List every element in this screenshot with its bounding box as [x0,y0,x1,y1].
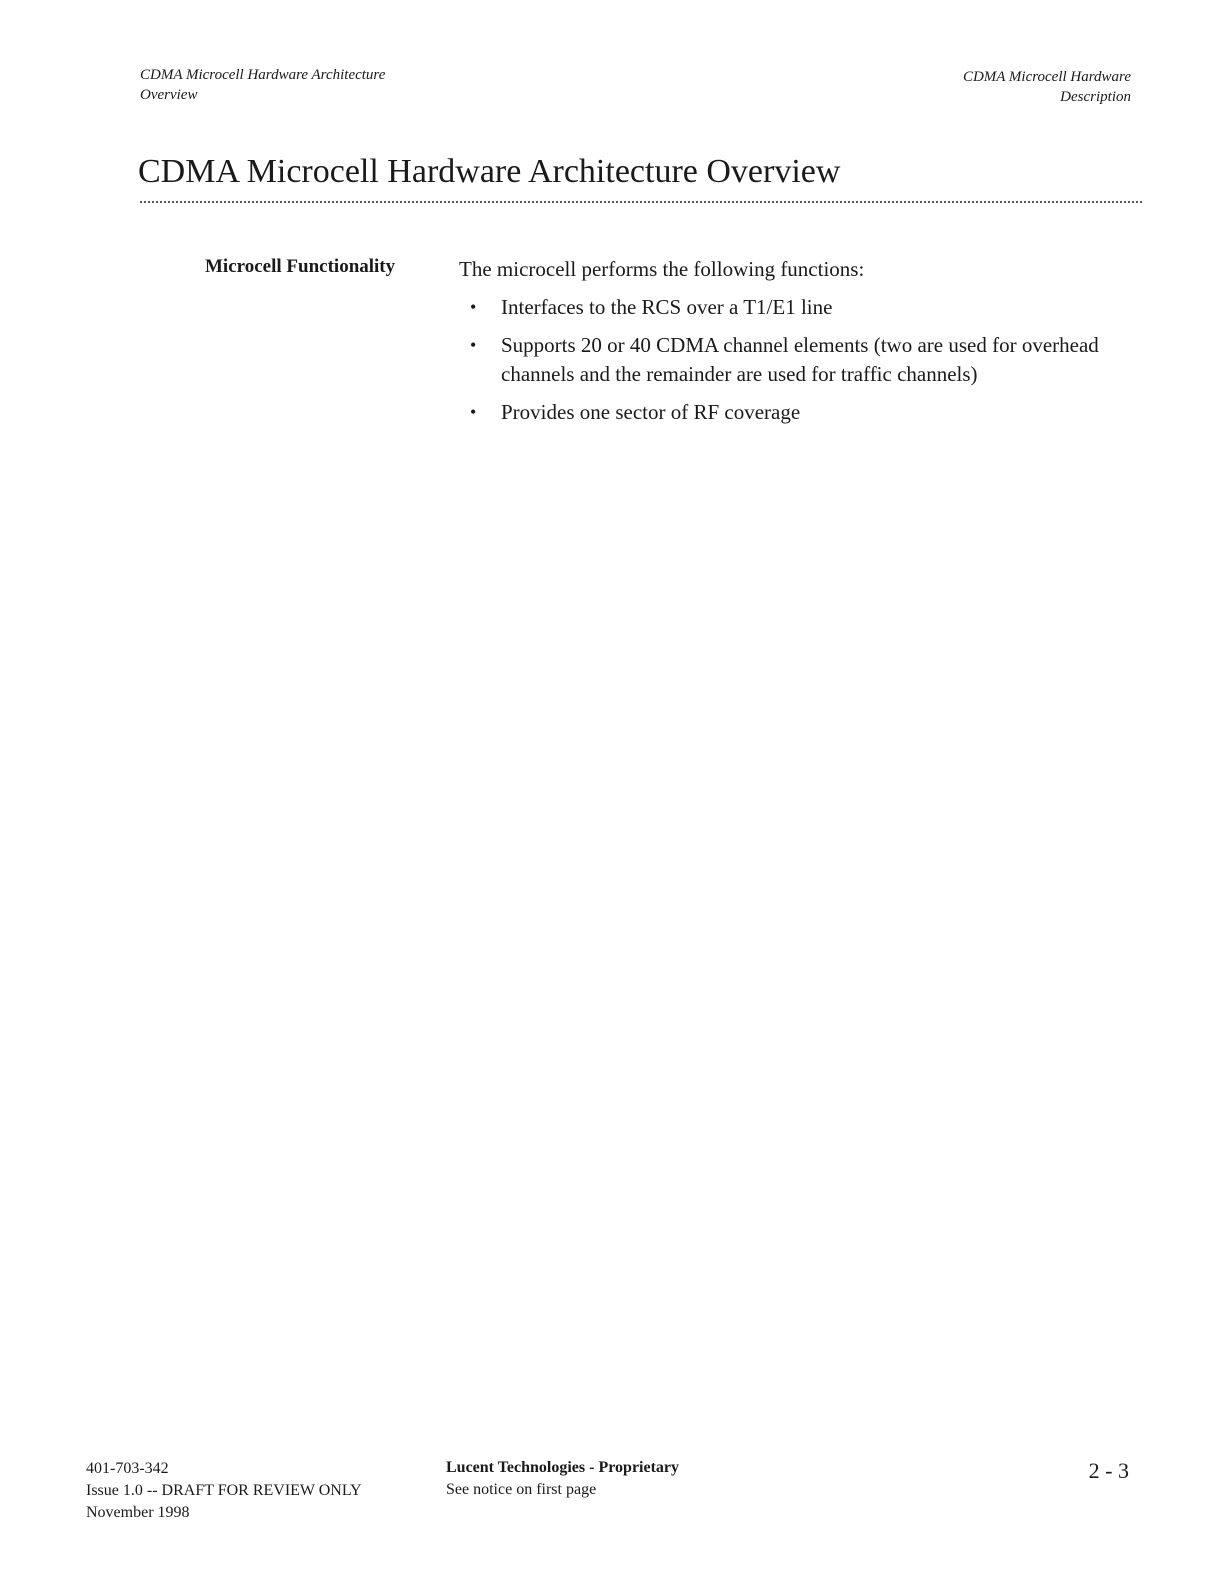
page-title: CDMA Microcell Hardware Architecture Overview [138,153,841,190]
function-list [470,293,1150,436]
bullet-icon: • [470,335,477,355]
page-number: 2 - 3 [1088,1458,1129,1483]
running-header-right-line1: CDMA Microcell Hardware [962,69,1131,85]
list-item-text: Interfaces to the RCS over a T1/E1 line [501,295,833,319]
running-header-left-line2: Overview [140,87,198,103]
issue-line: Issue 1.0 -- DRAFT FOR REVIEW ONLY [86,1482,362,1499]
running-header-right [963,67,1131,107]
doc-number: 401-703-342 [86,1460,169,1477]
list-item-text: Supports 20 or 40 CDMA channel elements (two are used for overhead channels and the remainder are used for traffic channels) [501,333,1099,386]
footer-left [86,1458,362,1524]
list-item [470,331,1150,389]
running-header-left-line1: CDMA Microcell Hardware Architecture [140,67,386,83]
title-divider [140,201,1142,203]
list-item [470,398,1150,427]
issue-date: November 1998 [86,1504,190,1521]
running-header-left [140,65,385,105]
bullet-icon: • [470,297,477,317]
section-side-label: Microcell Functionality [205,256,396,277]
running-header-right-line2: Description [1060,89,1131,105]
notice-reference: See notice on first page [446,1481,597,1498]
footer-center [446,1457,679,1501]
section-intro: The microcell performs the following functions: [459,257,865,281]
proprietary-notice: Lucent Technologies - Proprietary [446,1459,680,1476]
list-item [470,293,1150,322]
list-item-text: Provides one sector of RF coverage [501,400,801,424]
bullet-icon: • [470,402,477,422]
